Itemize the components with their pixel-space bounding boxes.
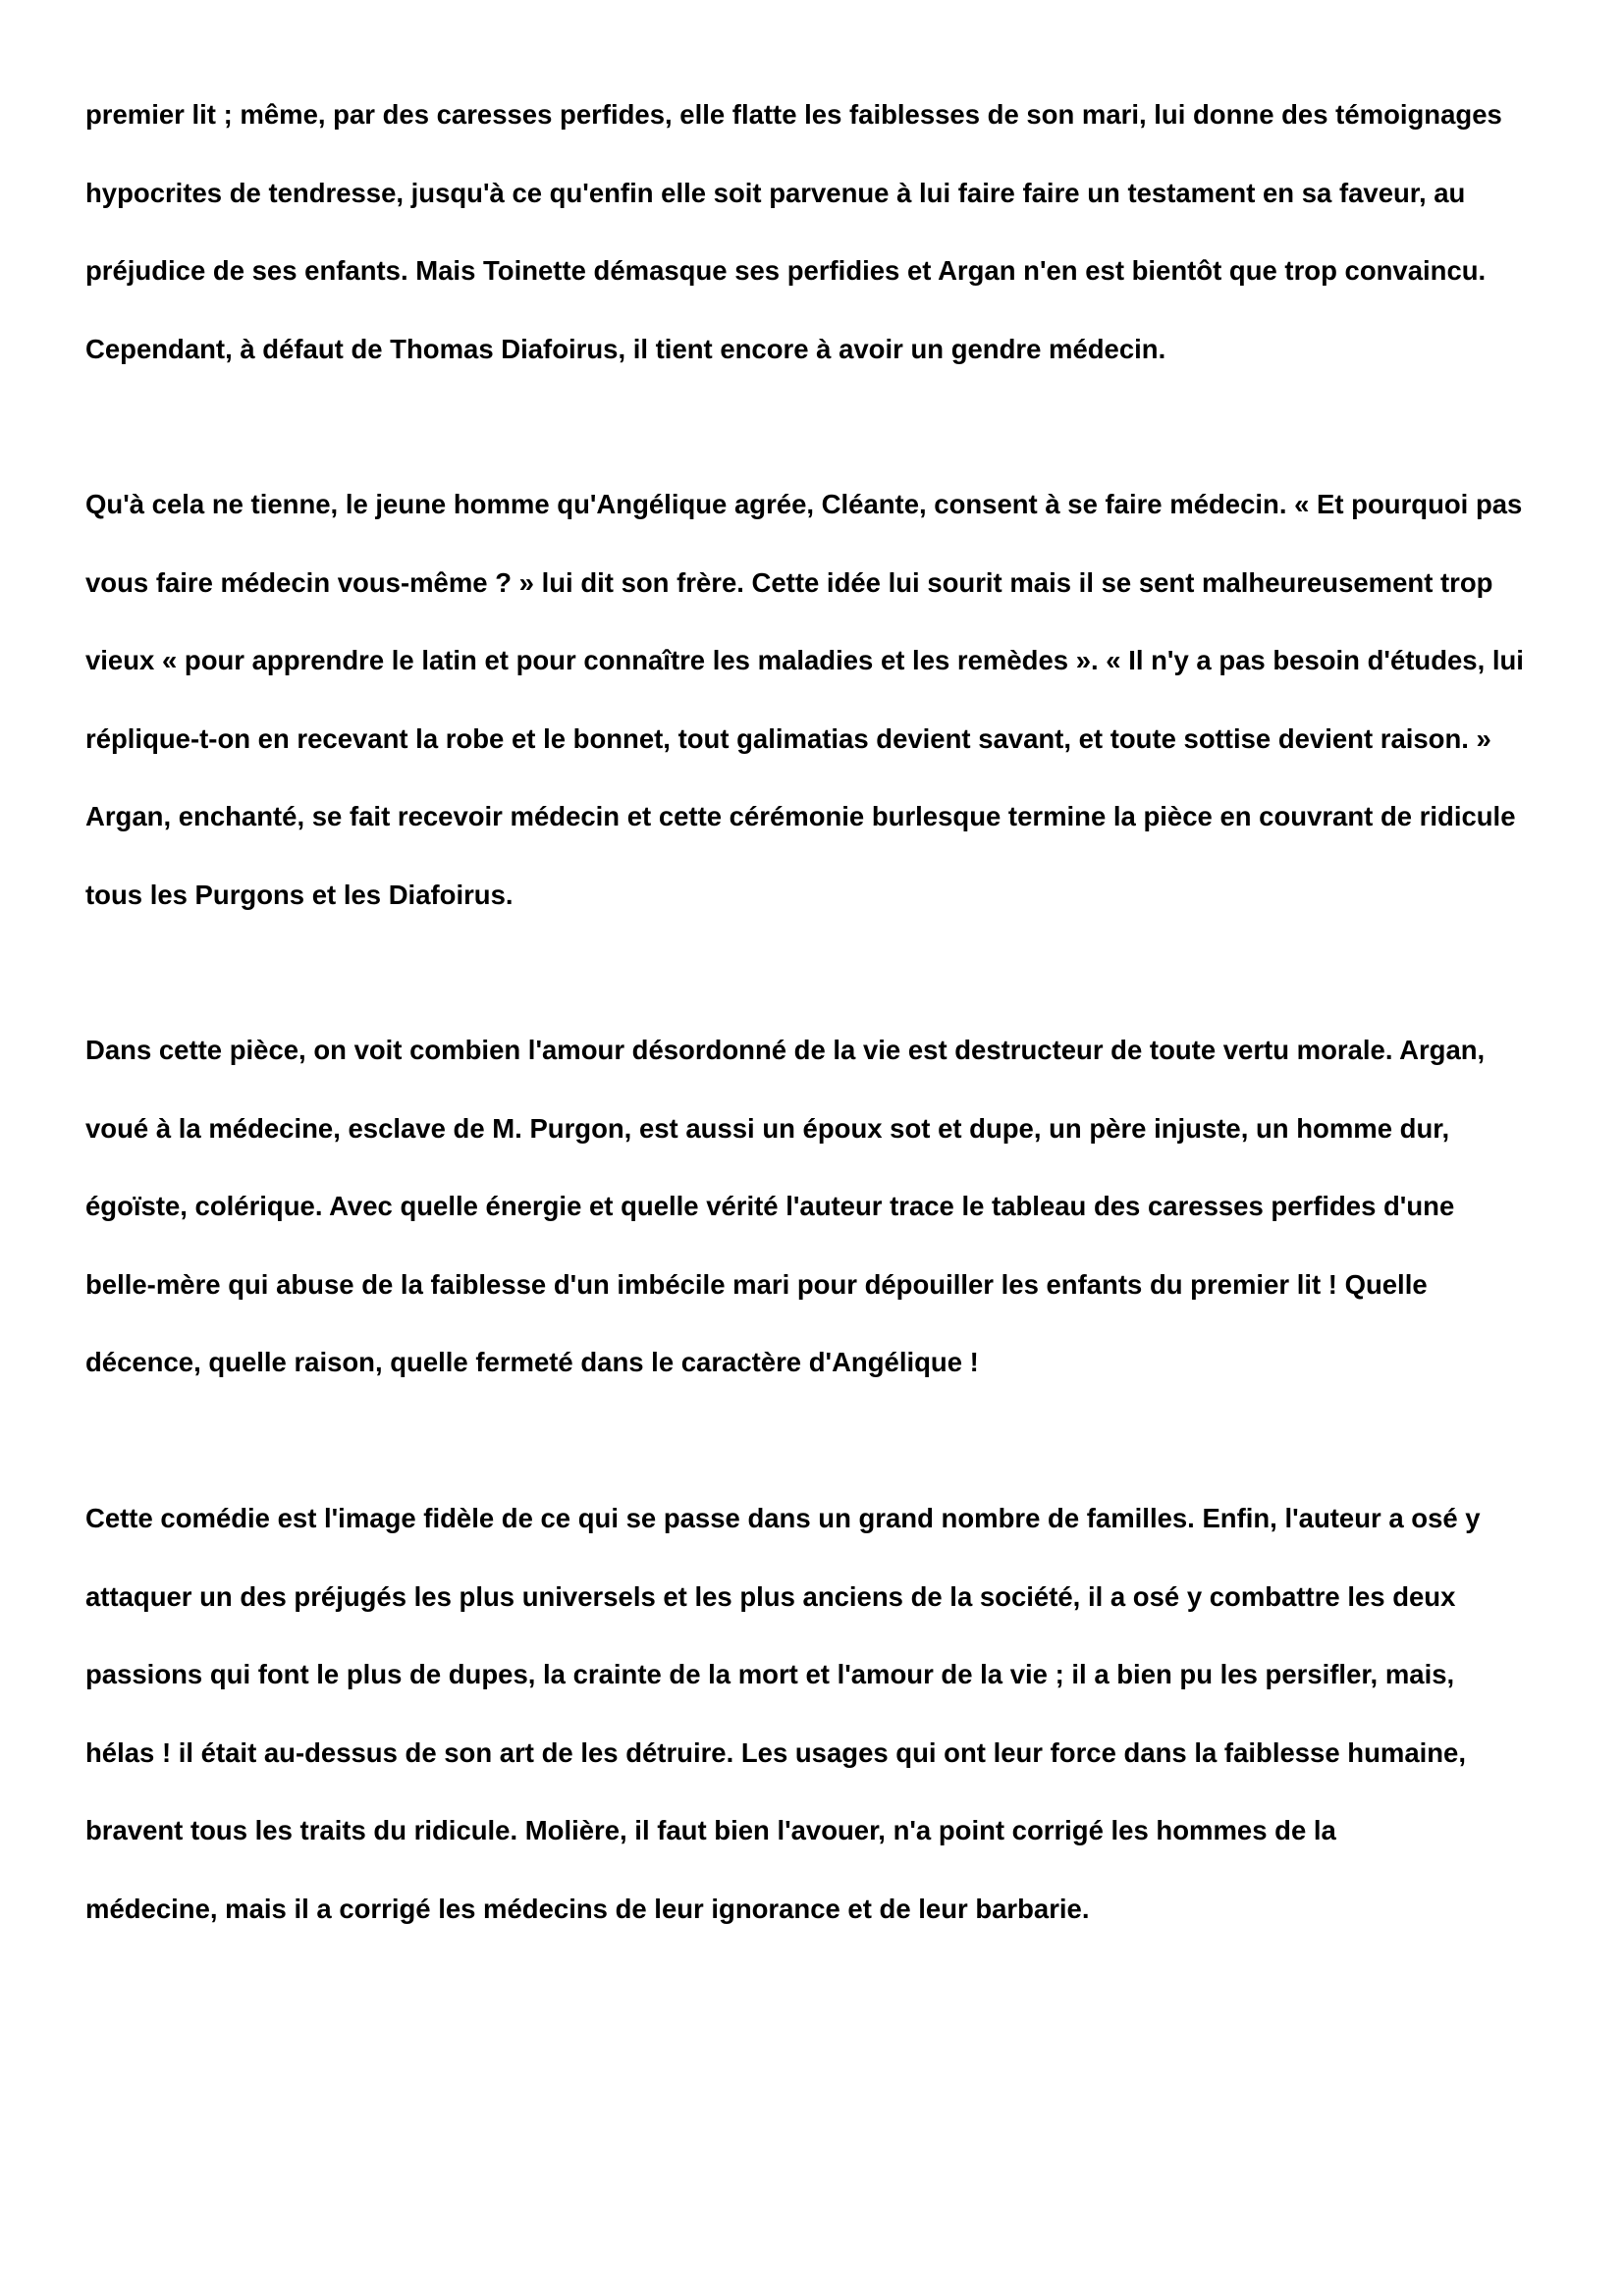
text-line: Dans cette pièce, on voit combien l'amour désordonné de la vie est destructeur de toute vertu morale. Argan,: [85, 1035, 1486, 1065]
text-line: préjudice de ses enfants. Mais Toinette démasque ses perfidies et Argan n'en est bientôt que trop convaincu.: [85, 255, 1487, 286]
text-line: hypocrites de tendresse, jusqu'à ce qu'enfin elle soit parvenue à lui faire faire un testament en sa faveur, au: [85, 177, 1466, 208]
text-line: passions qui font le plus de dupes, la crainte de la mort et l'amour de la vie ; il a bien pu les persifler, mais,: [85, 1659, 1455, 1689]
text-line: décence, quelle raison, quelle fermeté dans le caractère d'Angélique !: [85, 1347, 979, 1377]
text-line: voué à la médecine, esclave de M. Purgon, est aussi un époux sot et dupe, un père injuste, un homme dur,: [85, 1112, 1450, 1144]
text-line: Cette comédie est l'image fidèle de ce qui se passe dans un grand nombre de familles. Enfin, l'auteur a osé y: [85, 1503, 1481, 1533]
text-line: égoïste, colérique. Avec quelle énergie et quelle vérité l'auteur trace le tableau des caresses perfides d'une: [85, 1191, 1455, 1221]
paragraph-3: [85, 1011, 1558, 1402]
paragraph-1: [85, 76, 1558, 388]
text-line: médecine, mais il a corrigé les médecins de leur ignorance et de leur barbarie.: [85, 1893, 1090, 1924]
text-line: belle-mère qui abuse de la faiblesse d'un imbécile mari pour dépouiller les enfants du premier lit ! Quelle: [85, 1268, 1428, 1300]
text-line: Argan, enchanté, se fait recevoir médecin et cette cérémonie burlesque termine la pièce en couvrant de ridicule: [85, 801, 1516, 831]
paragraph-4: [85, 1479, 1558, 1948]
text-line: Cependant, à défaut de Thomas Diafoirus, il tient encore à avoir un gendre médecin.: [85, 333, 1166, 364]
text-line: premier lit ; même, par des caresses perfides, elle flatte les faiblesses de son mari, lui donne des témoignages: [85, 99, 1502, 130]
text-line: attaquer un des préjugés les plus universels et les plus anciens de la société, il a osé y combattre les deux: [85, 1580, 1456, 1612]
text-line: vieux « pour apprendre le latin et pour connaître les maladies et les remèdes ». « Il n'y a pas besoin d'études, lui: [85, 645, 1524, 675]
text-line: tous les Purgons et les Diafoirus.: [85, 879, 514, 910]
text-line: réplique-t-on en recevant la robe et le bonnet, tout galimatias devient savant, et toute sottise devient raison. »: [85, 722, 1491, 754]
text-line: hélas ! il était au-dessus de son art de les détruire. Les usages qui ont leur force dans la faiblesse humaine,: [85, 1736, 1466, 1768]
paragraph-2: [85, 465, 1558, 934]
text-line: Qu'à cela ne tienne, le jeune homme qu'Angélique agrée, Cléante, consent à se faire médecin. « Et pourquoi pas: [85, 489, 1523, 519]
text-line: vous faire médecin vous-même ? » lui dit son frère. Cette idée lui sourit mais il se sent malheureusement trop: [85, 566, 1493, 598]
text-line: bravent tous les traits du ridicule. Molière, il faut bien l'avouer, n'a point corrigé les hommes de la: [85, 1815, 1336, 1845]
